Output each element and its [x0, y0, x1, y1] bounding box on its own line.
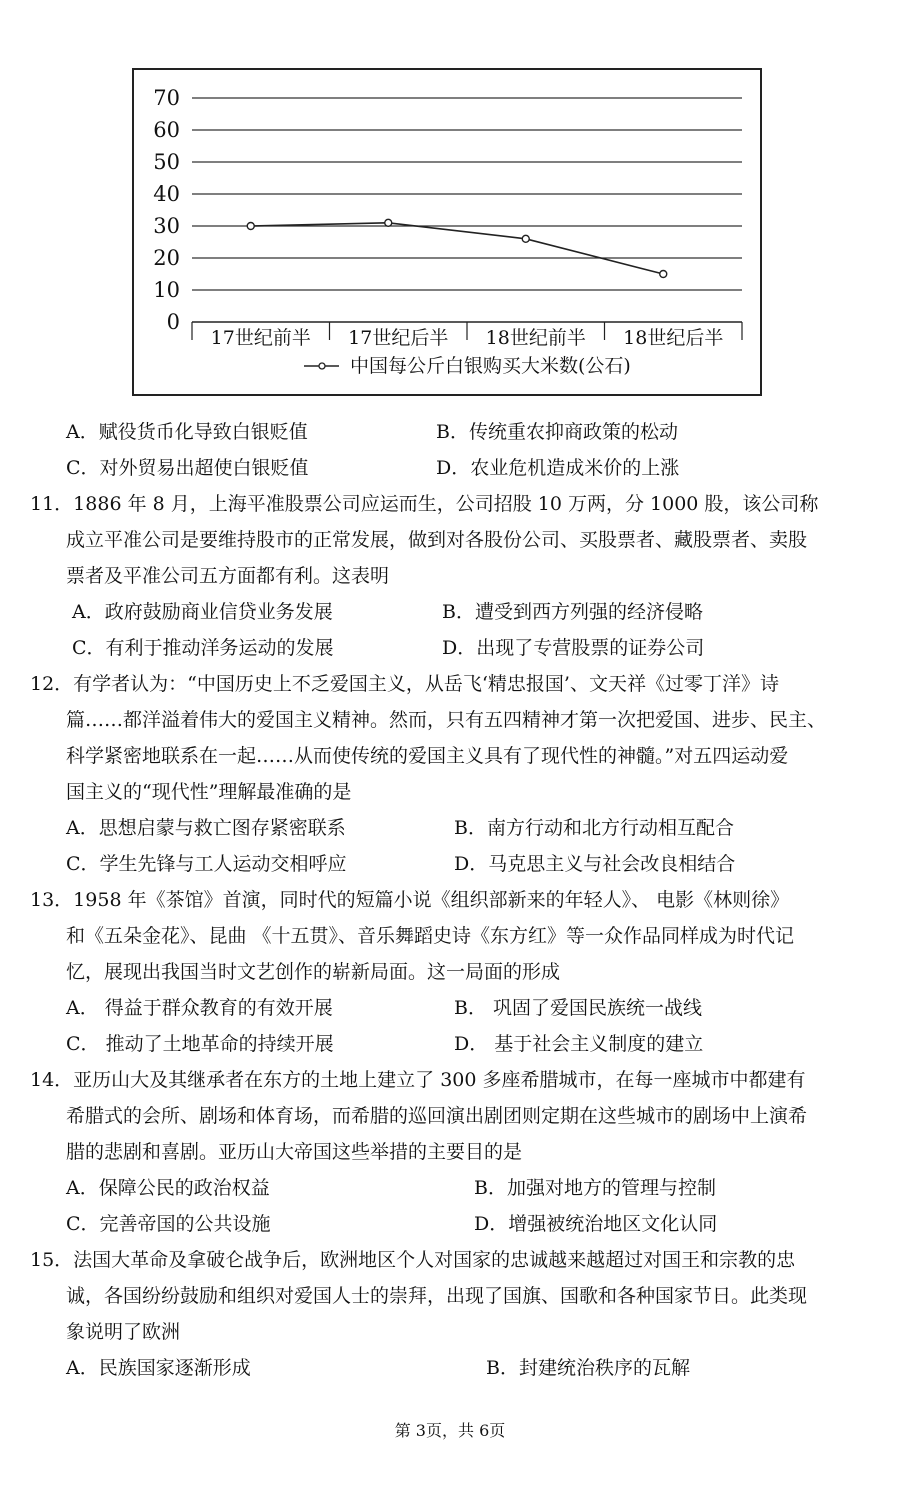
data-point-1 [385, 219, 392, 226]
q13-option-c[interactable]: C． 推动了土地革命的持续开展 [66, 1033, 334, 1055]
legend-label: 中国每公斤白银购买大米数(公石) [350, 355, 631, 377]
page-footer: 第 3页，共 6页 [394, 1421, 506, 1440]
q13-option-d[interactable]: D． 基于社会主义制度的建立 [454, 1033, 704, 1055]
q12-option-b[interactable]: B．南方行动和北方行动相互配合 [454, 817, 734, 839]
y-tick-label-10: 10 [153, 278, 180, 302]
y-tick-label-30: 30 [153, 214, 180, 238]
y-tick-label-60: 60 [153, 118, 180, 142]
q11-stem-line-1: 11．1886 年 8 月，上海平准股票公司应运而生，公司招股 10 万两，分 1000 股，该公司称 [30, 493, 819, 515]
q13-option-a[interactable]: A． 得益于群众教育的有效开展 [66, 997, 333, 1019]
q12-option-d[interactable]: D．马克思主义与社会改良相结合 [454, 853, 736, 875]
data-point-0 [247, 223, 254, 230]
q15-option-b[interactable]: B．封建统治秩序的瓦解 [486, 1357, 690, 1379]
q14-option-c[interactable]: C．完善帝国的公共设施 [66, 1213, 271, 1235]
x-category-label-1: 17世纪后半 [348, 327, 449, 349]
x-category-label-3: 18世纪后半 [623, 327, 724, 349]
legend-marker [319, 363, 325, 369]
q15-stem-line-2: 诚，各国纷纷鼓励和组织对爱国人士的崇拜，出现了国旗、国歌和各种国家节日。此类现 [66, 1285, 808, 1307]
q14-stem-line-2: 希腊式的会所、剧场和体育场，而希腊的巡回演出剧团则定期在这些城市的剧场中上演希 [66, 1105, 808, 1127]
q12-stem-line-3: 科学紧密地联系在一起……从而使传统的爱国主义具有了现代性的神髓。”对五四运动爱 [66, 745, 789, 767]
q15-option-a[interactable]: A．民族国家逐渐形成 [66, 1357, 251, 1379]
data-point-3 [660, 271, 667, 278]
q10-option-c[interactable]: C．对外贸易出超使白银贬值 [66, 457, 309, 479]
y-tick-label-40: 40 [153, 182, 180, 206]
q12-option-c[interactable]: C．学生先锋与工人运动交相呼应 [66, 853, 347, 875]
q15-stem-line-1: 15．法国大革命及拿破仑战争后，欧洲地区个人对国家的忠诚越来越超过对国王和宗教的忠 [30, 1249, 796, 1271]
q12-stem-line-2: 篇……都洋溢着伟大的爱国主义精神。然而，只有五四精神才第一次把爱国、进步、民主、 [66, 709, 827, 731]
y-tick-label-70: 70 [153, 86, 180, 110]
silver-rice-chart [132, 68, 762, 396]
series-line [251, 223, 664, 274]
q11-option-b[interactable]: B．遭受到西方列强的经济侵略 [442, 601, 703, 623]
q14-option-d[interactable]: D．增强被统治地区文化认同 [474, 1213, 718, 1235]
data-point-2 [522, 235, 529, 242]
q10-option-a[interactable]: A．赋役货币化导致白银贬值 [66, 421, 308, 443]
q11-stem-line-2: 成立平准公司是要维持股市的正常发展，做到对各股份公司、买股票者、藏股票者、卖股 [66, 529, 808, 551]
y-tick-label-20: 20 [153, 246, 180, 270]
q12-option-a[interactable]: A．思想启蒙与救亡图存紧密联系 [66, 817, 346, 839]
q11-option-d[interactable]: D．出现了专营股票的证券公司 [442, 637, 705, 659]
q13-option-b[interactable]: B． 巩固了爱国民族统一战线 [454, 997, 703, 1019]
q12-stem-line-4: 国主义的“现代性”理解最准确的是 [66, 781, 352, 803]
q15-stem-line-3: 象说明了欧洲 [66, 1321, 181, 1343]
q12-stem-line-1: 12．有学者认为：“中国历史上不乏爱国主义，从岳飞‘精忠报国’、文天祥《过零丁洋》诗 [30, 673, 779, 695]
y-tick-label-0: 0 [166, 310, 180, 334]
q13-stem-line-2: 和《五朵金花》、昆曲 《十五贯》、音乐舞蹈史诗《东方红》等一众作品同样成为时代记 [66, 925, 795, 947]
q10-option-d[interactable]: D．农业危机造成米价的上涨 [436, 457, 680, 479]
q11-stem-line-3: 票者及平准公司五方面都有利。这表明 [66, 565, 390, 587]
x-category-label-2: 18世纪前半 [485, 327, 586, 349]
q14-stem-line-3: 腊的悲剧和喜剧。亚历山大帝国这些举措的主要目的是 [66, 1141, 523, 1163]
q14-option-b[interactable]: B．加强对地方的管理与控制 [474, 1177, 716, 1199]
x-category-label-0: 17世纪前半 [210, 327, 311, 349]
chart-svg [134, 70, 760, 394]
y-tick-label-50: 50 [153, 150, 180, 174]
q13-stem-line-3: 忆，展现出我国当时文艺创作的崭新局面。这一局面的形成 [66, 961, 561, 983]
q14-stem-line-1: 14．亚历山大及其继承者在东方的土地上建立了 300 多座希腊城市，在每一座城市中都建有 [30, 1069, 806, 1091]
q11-option-c[interactable]: C．有利于推动洋务运动的发展 [72, 637, 334, 659]
q14-option-a[interactable]: A．保障公民的政治权益 [66, 1177, 270, 1199]
q13-stem-line-1: 13．1958 年《茶馆》首演，同时代的短篇小说《组织部新来的年轻人》、 电影《林则徐》 [30, 889, 790, 911]
q10-option-b[interactable]: B．传统重农抑商政策的松动 [436, 421, 678, 443]
q11-option-a[interactable]: A．政府鼓励商业信贷业务发展 [72, 601, 333, 623]
